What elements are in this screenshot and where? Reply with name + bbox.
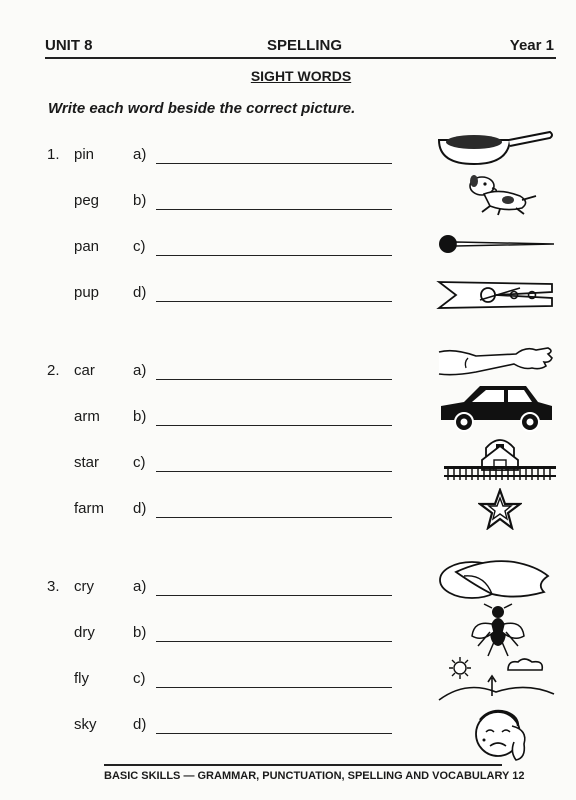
word: peg	[74, 192, 100, 209]
star-icon	[478, 488, 522, 530]
answer-line[interactable]	[156, 733, 392, 734]
item-letter: b)	[133, 408, 147, 425]
group-number: 2.	[47, 362, 60, 379]
answer-line[interactable]	[156, 471, 392, 472]
sky-icon	[436, 656, 556, 704]
answer-line[interactable]	[156, 517, 392, 518]
farm-icon	[444, 430, 556, 484]
item-letter: d)	[133, 284, 147, 301]
answer-line[interactable]	[156, 209, 392, 210]
unit-label: UNIT 8	[45, 37, 93, 54]
answer-line[interactable]	[156, 255, 392, 256]
frying-pan-icon	[436, 126, 556, 170]
word: pup	[74, 284, 100, 301]
word: arm	[74, 408, 100, 425]
item-letter: d)	[133, 716, 147, 733]
instruction: Write each word beside the correct picture.	[48, 100, 356, 117]
word: pan	[74, 238, 100, 255]
word: car	[74, 362, 95, 379]
answer-line[interactable]	[156, 301, 392, 302]
group-number: 1.	[47, 146, 60, 163]
subject-label: SPELLING	[267, 37, 343, 54]
word: sky	[74, 716, 97, 733]
answer-line[interactable]	[156, 425, 392, 426]
page-footer: BASIC SKILLS — GRAMMAR, PUNCTUATION, SPELLING AND VOCABULARY 12	[104, 764, 502, 782]
clothes-peg-icon	[436, 278, 556, 312]
page-header	[45, 35, 556, 59]
pin-icon	[436, 232, 556, 256]
section-title: SIGHT WORDS	[250, 68, 352, 84]
word: pin	[74, 146, 95, 163]
word: farm	[74, 500, 104, 517]
crying-child-icon	[470, 706, 536, 762]
item-letter: b)	[133, 624, 147, 641]
word: star	[74, 454, 100, 471]
word: dry	[74, 624, 95, 641]
arm-icon	[436, 342, 556, 378]
answer-line[interactable]	[156, 595, 392, 596]
puppy-icon	[460, 172, 540, 216]
item-letter: c)	[133, 670, 146, 687]
item-letter: a)	[133, 578, 147, 595]
word: cry	[74, 578, 94, 595]
dry-cloth-icon	[436, 554, 554, 604]
item-letter: c)	[133, 454, 146, 471]
answer-line[interactable]	[156, 379, 392, 380]
answer-line[interactable]	[156, 163, 392, 164]
fly-icon	[468, 602, 528, 658]
car-icon	[438, 382, 556, 434]
answer-line[interactable]	[156, 687, 392, 688]
group-number: 3.	[47, 578, 60, 595]
year-label: Year 1	[509, 37, 554, 54]
item-letter: a)	[133, 146, 147, 163]
answer-line[interactable]	[156, 641, 392, 642]
item-letter: b)	[133, 192, 147, 209]
item-letter: d)	[133, 500, 147, 517]
item-letter: c)	[133, 238, 146, 255]
word: fly	[74, 670, 89, 687]
item-letter: a)	[133, 362, 147, 379]
